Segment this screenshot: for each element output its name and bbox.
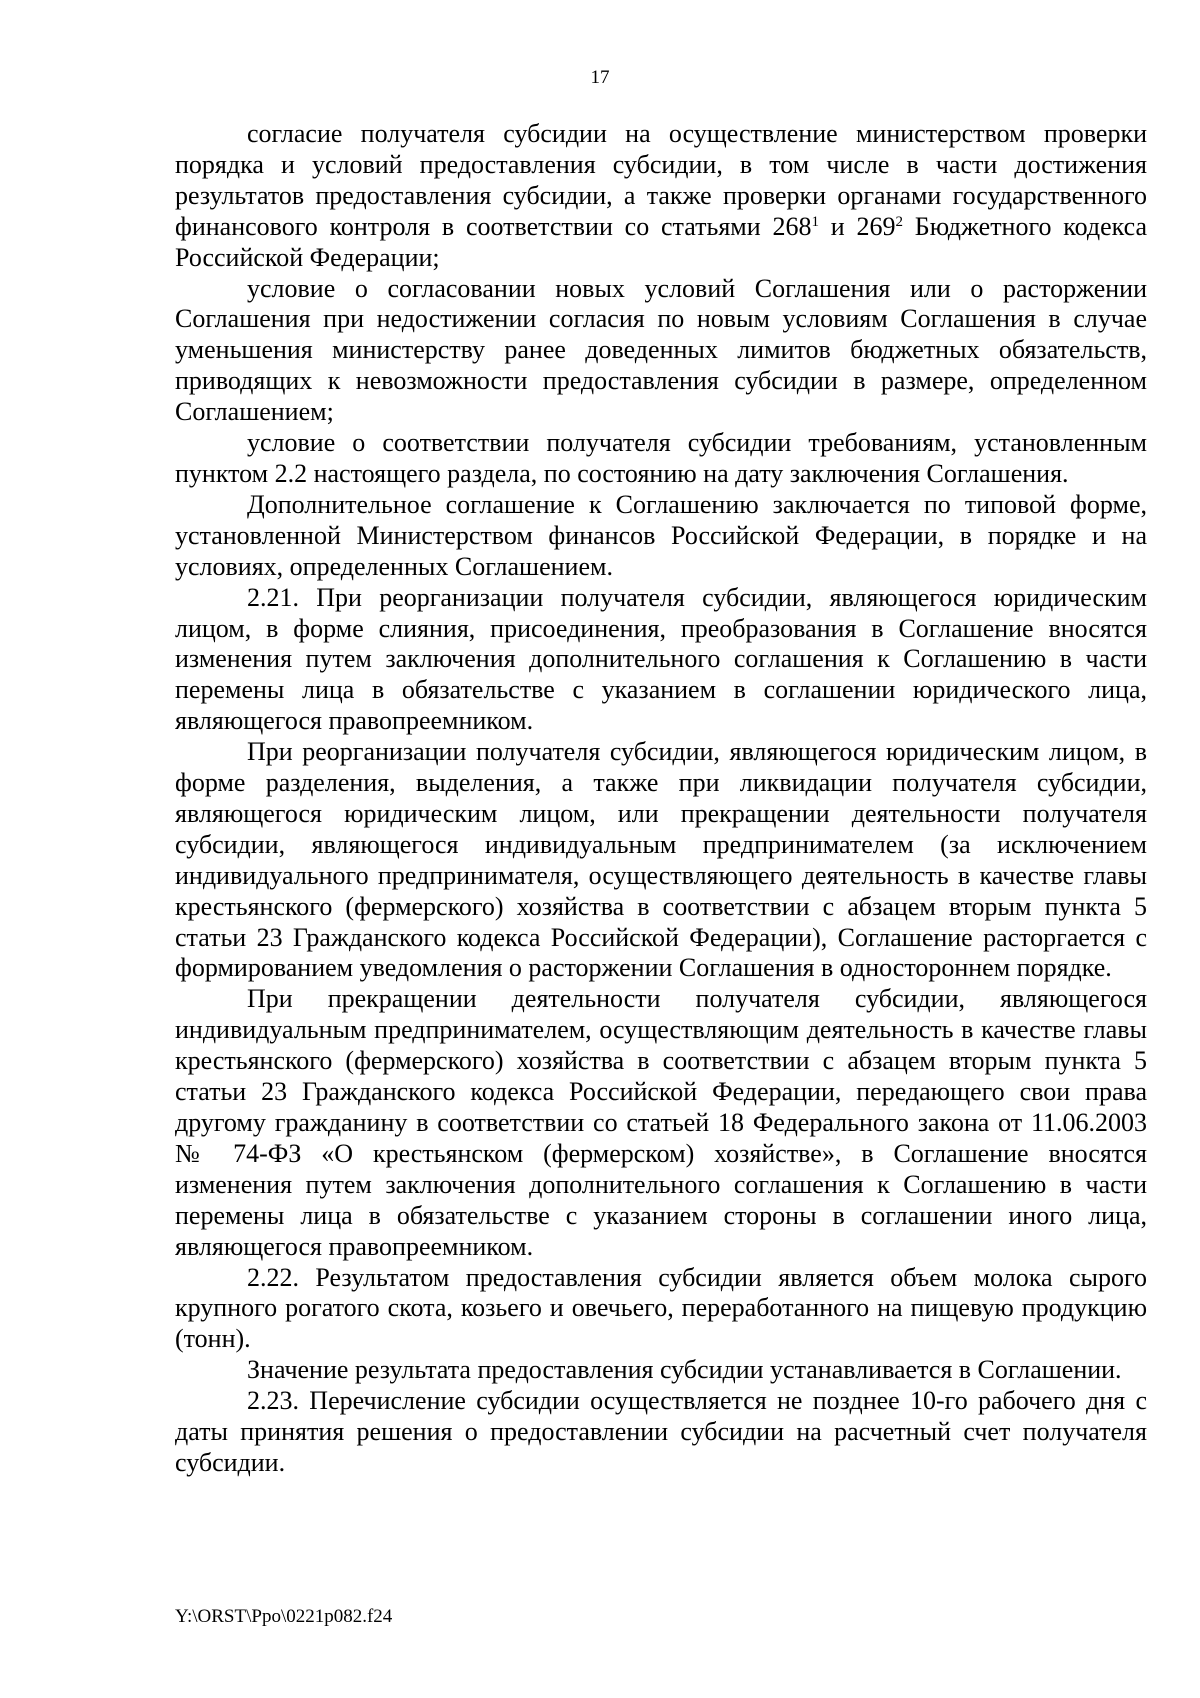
paragraph-audit-consent-text: согласие получателя субсидии на осуществление министерством проверки порядка и условий предоставления субсидии, в том числе в части достижения результатов предоставления субсидии, а также проверки органами государственного финансового контроля в соответствии со статьями 268: [175, 119, 1147, 241]
paragraph-audit-consent-ending: Бюджетного кодекса Российской Федерации;: [175, 211, 1147, 272]
paragraph-clause-2-23: 2.23. Перечисление субсидии осуществляется не позднее 10-го рабочего дня с даты принятия решения о предоставлении субсидии на расчетный счет получателя субсидии.: [175, 1386, 1147, 1477]
file-path-footer: Y:\ORST\Ppo\0221p082.f24: [175, 1606, 393, 1627]
superscript-article-268: 1: [811, 213, 819, 230]
paragraph-audit-consent: [175, 119, 1147, 274]
paragraph-farm-transfer: При прекращении деятельности получателя субсидии, являющегося индивидуальным предпринимателем, осуществляющим деятельность в качестве главы крестьянского (фермерского) хозяйства в соответствии с абзацем вторым пункта 5 статьи 23 Гражданского кодекса Российской Федерации, передающего свои права другому гражданину в соответствии со статьей 18 Федерального закона от 11.06.2003 № 74-ФЗ «О крестьянском (фермерском) хозяйстве», в Соглашение вносятся изменения путем заключения дополнительного соглашения к Соглашению в части перемены лица в обязательстве с указанием стороны в соглашении иного лица, являющегося правопреемником.: [175, 984, 1147, 1261]
paragraph-result-value: Значение результата предоставления субсидии устанавливается в Соглашении.: [247, 1355, 1122, 1385]
paragraph-new-conditions: условие о согласовании новых условий Соглашения или о расторжении Соглашения при недостижении согласия по новым условиям Соглашения в случае уменьшения министерству ранее доведенных лимитов бюджетных обязательств, приводящих к невозможности предоставления субсидии в размере, определенном Соглашением;: [175, 273, 1147, 427]
paragraph-reorganization-termination: При реорганизации получателя субсидии, являющегося юридическим лицом, в форме разделения, выделения, а также при ликвидации получателя субсидии, являющегося юридическим лицом, или прекращении деятельности получателя субсидии, являющегося индивидуальным предпринимателем (за исключением индивидуального предпринимателя, осуществляющего деятельность в качестве главы крестьянского (фермерского) хозяйства в соответствии с абзацем вторым пункта 5 статьи 23 Гражданского кодекса Российской Федерации), Соглашение расторгается с формированием уведомления о расторжении Соглашения в одностороннем порядке.: [175, 737, 1147, 983]
paragraph-audit-consent-joiner: и 269: [818, 211, 896, 241]
paragraph-clause-2-21: 2.21. При реорганизации получателя субсидии, являющегося юридическим лицом, в форме слияния, присоединения, преобразования в Соглашение вносятся изменения путем заключения дополнительного соглашения к Соглашению в части перемены лица в обязательстве с указанием в соглашении юридического лица, являющегося правопреемником.: [175, 582, 1147, 736]
paragraph-additional-agreement: Дополнительное соглашение к Соглашению заключается по типовой форме, установленной Министерством финансов Российской Федерации, в порядке и на условиях, определенных Соглашением.: [175, 489, 1147, 581]
paragraph-requirements-compliance: условие о соответствии получателя субсидии требованиям, установленным пунктом 2.2 настоящего раздела, по состоянию на дату заключения Соглашения.: [175, 428, 1147, 488]
page-number: 17: [590, 67, 610, 88]
superscript-article-269: 2: [895, 213, 903, 230]
document-body: [175, 119, 1147, 1479]
paragraph-clause-2-22: 2.22. Результатом предоставления субсидии является объем молока сырого крупного рогатого скота, козьего и овечьего, переработанного на пищевую продукцию (тонн).: [175, 1262, 1147, 1354]
